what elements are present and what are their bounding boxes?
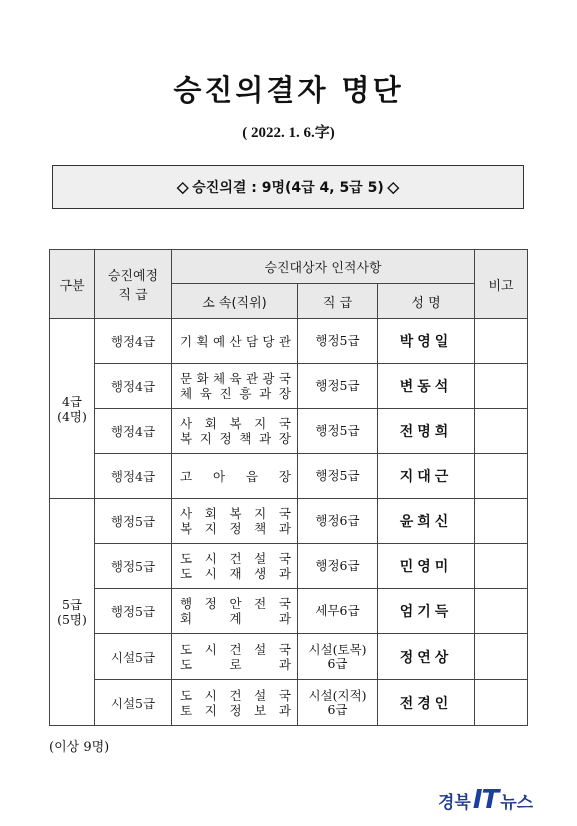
table-row	[50, 634, 528, 680]
header-name: 성 명	[378, 284, 475, 319]
diamond-mark-left: ◇	[176, 179, 189, 196]
note-cell	[475, 634, 528, 680]
dept-line: 고 아 읍 장	[180, 468, 292, 484]
dept-line: 도 시 건 설 국	[180, 551, 292, 566]
name-cell: 지대근	[378, 454, 475, 499]
dept-line: 도 로 과	[180, 656, 292, 672]
dept-line: 체 육 진 흥 과 장	[180, 386, 292, 401]
note-cell	[475, 454, 528, 499]
summary-box	[52, 165, 524, 209]
target-rank-cell: 행정5급	[95, 544, 172, 589]
dept-line: 도 시 건 설 국	[180, 641, 292, 657]
group-cell: 4급 (4명)	[50, 319, 95, 499]
name-cell: 엄기득	[378, 589, 475, 634]
dept-cell	[172, 589, 298, 634]
dept-line: 복 지 정 책 과	[180, 521, 292, 536]
current-rank-cell: 행정5급	[298, 364, 378, 409]
target-rank-cell: 행정4급	[95, 454, 172, 499]
table-row	[50, 409, 528, 454]
note-cell	[475, 499, 528, 544]
logo-text-left: 경북	[438, 792, 471, 813]
header-candidate-info: 승진대상자 인적사항	[172, 250, 475, 284]
dept-cell	[172, 680, 298, 726]
target-rank-cell: 시설5급	[95, 680, 172, 726]
news-logo	[438, 784, 533, 816]
table-row	[50, 589, 528, 634]
dept-cell	[172, 364, 298, 409]
dept-line: 기 획 예 산 담 당 관	[180, 333, 292, 349]
note-cell	[475, 544, 528, 589]
name-cell: 박영일	[378, 319, 475, 364]
dept-cell	[172, 319, 298, 364]
table-row	[50, 454, 528, 499]
dept-line: 복 지 정 책 과 장	[180, 431, 292, 446]
table-row	[50, 499, 528, 544]
table-row	[50, 544, 528, 589]
current-rank-cell: 시설(토목) 6급	[298, 634, 378, 680]
table-row	[50, 319, 528, 364]
current-rank-cell: 시설(지적) 6급	[298, 680, 378, 726]
dept-cell	[172, 409, 298, 454]
note-cell	[475, 589, 528, 634]
name-cell: 전명희	[378, 409, 475, 454]
footer-total: (이상 9명)	[49, 740, 110, 755]
dept-line: 도 시 건 설 국	[180, 687, 292, 703]
target-rank-cell: 행정5급	[95, 499, 172, 544]
note-cell	[475, 364, 528, 409]
target-rank-cell: 행정4급	[95, 364, 172, 409]
group-cell: 5급 (5명)	[50, 499, 95, 726]
current-rank-cell: 행정5급	[298, 409, 378, 454]
note-cell	[475, 319, 528, 364]
target-rank-cell: 행정4급	[95, 319, 172, 364]
dept-line: 도 시 재 생 과	[180, 566, 292, 581]
name-cell: 변동석	[378, 364, 475, 409]
name-cell: 전경인	[378, 680, 475, 726]
target-rank-cell: 시설5급	[95, 634, 172, 680]
diamond-mark-right: ◇	[387, 179, 400, 196]
header-dept: 소 속(직위)	[172, 284, 298, 319]
document-date: ( 2022. 1. 6.字)	[242, 125, 335, 141]
dept-line: 회 계 과	[180, 611, 292, 626]
note-cell	[475, 409, 528, 454]
dept-cell	[172, 544, 298, 589]
dept-cell	[172, 634, 298, 680]
current-rank-cell: 세무6급	[298, 589, 378, 634]
header-group: 구분	[50, 250, 95, 319]
dept-line: 행 정 안 전 국	[180, 596, 292, 611]
summary-label: 승진의결 : 9명(4급 4, 5급 5)	[192, 180, 384, 196]
target-rank-cell: 행정5급	[95, 589, 172, 634]
current-rank-cell: 행정6급	[298, 499, 378, 544]
dept-cell	[172, 499, 298, 544]
current-rank-cell: 행정5급	[298, 319, 378, 364]
table-row	[50, 364, 528, 409]
page-title: 승진의결자 명단	[173, 73, 404, 107]
name-cell: 민영미	[378, 544, 475, 589]
name-cell: 정연상	[378, 634, 475, 680]
name-cell: 윤희신	[378, 499, 475, 544]
promotion-table	[49, 249, 528, 726]
dept-line: 사 회 복 지 국	[180, 506, 292, 521]
logo-text-it: IT	[472, 785, 499, 815]
current-rank-cell: 행정5급	[298, 454, 378, 499]
table-row	[50, 680, 528, 726]
dept-line: 문 화 체 육 관 광 국	[180, 371, 292, 386]
header-rank: 직 급	[298, 284, 378, 319]
dept-line: 토 지 정 보 과	[180, 702, 292, 718]
note-cell	[475, 680, 528, 726]
logo-text-right: 뉴스	[500, 792, 534, 813]
dept-cell	[172, 454, 298, 499]
header-target-rank: 승진예정 직 급	[95, 250, 172, 319]
header-note: 비고	[475, 250, 528, 319]
current-rank-cell: 행정6급	[298, 544, 378, 589]
target-rank-cell: 행정4급	[95, 409, 172, 454]
dept-line: 사 회 복 지 국	[180, 416, 292, 431]
